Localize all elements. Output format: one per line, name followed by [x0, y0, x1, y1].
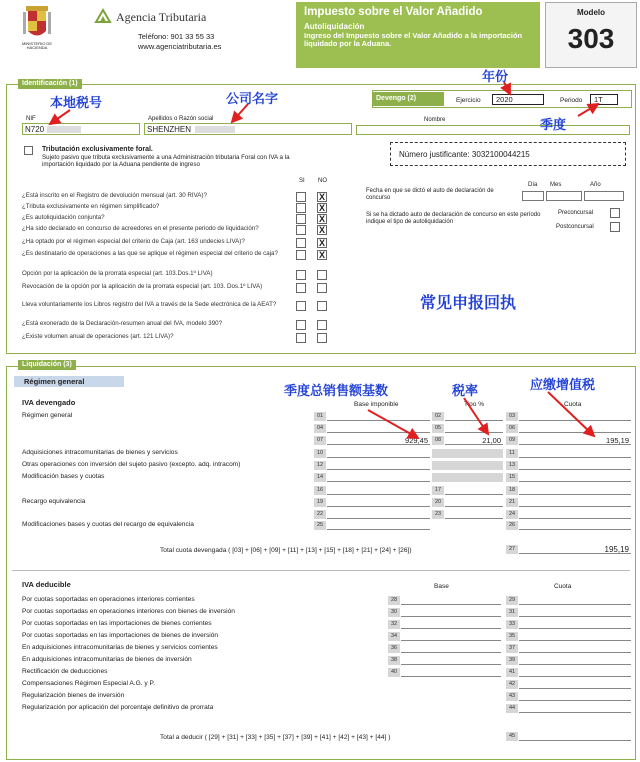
question-text: ¿Ha sido declarado en concurso de acreedores en el presente periodo de liquidación? — [22, 225, 259, 232]
row-label: Modificaciones bases y cuotas del recargo de equivalencia — [22, 521, 194, 528]
row-label: Adquisiciones intracomunitarias de bienes y servicios — [22, 449, 178, 456]
question-text: ¿Es destinatario de operaciones a las que se aplique el régimen especial del criterio de caja? — [22, 250, 278, 257]
razon-label: Apellidos o Razón social — [148, 116, 214, 122]
box-number: 05 — [432, 424, 444, 433]
question-text: Lleva voluntariamente los Libros registro del IVA a través de la Sede electrónica de la AEAT? — [22, 301, 277, 308]
box-number: 34 — [388, 632, 400, 641]
box-number: 16 — [314, 486, 326, 495]
question-text: Opción por la aplicación de la prorrata especial (art. 103.Dos.1º LIVA) — [22, 270, 213, 277]
fecha-label: Fecha en que se dictó el auto de declaración de concurso — [366, 188, 494, 201]
total-deducir-label: Total a deducir ( [29] + [31] + [33] + [35] + [37] + [39] + [41] + [42] + [43] + [44] ) — [160, 734, 391, 741]
cuota-deducible-header: Cuota — [554, 583, 572, 590]
box-number: 22 — [314, 510, 326, 519]
question-no-checkbox[interactable]: X — [318, 225, 325, 235]
box-number: 35 — [506, 632, 518, 641]
form-subtitle: Autoliquidación — [304, 22, 365, 31]
box-number: 02 — [432, 412, 444, 421]
nif-field[interactable]: N720 — [22, 123, 140, 135]
question-text: ¿Está inscrito en el Registro de devolución mensual (art. 30 RIVA)? — [22, 192, 207, 199]
auto-label: Si se ha dictado auto de declaración de concurso en este período indique el tipo de autoliquidación — [366, 212, 541, 225]
form-description: Ingreso del Impuesto sobre el Valor Añadido a la importación liquidado por la Aduana. — [304, 31, 523, 48]
row-label: Régimen general — [22, 412, 73, 419]
iva-deducible-heading: IVA deducible — [22, 580, 71, 589]
devengo-tab: Devengo (2) — [372, 92, 444, 106]
deducible-row-label: Regularización bienes de inversión — [22, 692, 125, 699]
iva-devengado-heading: IVA devengado — [22, 398, 76, 407]
box-number: 26 — [506, 521, 518, 530]
question-no-checkbox[interactable]: X — [318, 192, 325, 202]
annotation-quarter: 季度 — [540, 118, 567, 133]
nif-label: NIF — [26, 116, 36, 122]
agency-web: www.agenciatributaria.es — [138, 42, 222, 51]
box-number: 18 — [506, 486, 518, 495]
question-no-checkbox[interactable]: X — [318, 238, 325, 248]
deducible-row-label: Por cuotas soportadas en las importaciones de bienes corrientes — [22, 620, 212, 627]
foral-desc: Sujeto pasivo que tributa exclusivamente a una Administración tributaria Foral con IVA a la importación liquidado por la Aduana pendiente de ingreso — [42, 154, 290, 168]
postconcursal-label: Postconcursal — [556, 224, 594, 230]
box-number: 36 — [388, 644, 400, 653]
base-imponible-header: Base imponible — [354, 401, 399, 408]
question-text: Revocación de la opción por la aplicación de la prorrata especial (art. 103. Dos.1º LIVA) — [22, 283, 263, 290]
deducible-row-label: Rectificación de deducciones — [22, 668, 108, 675]
regimen-general-header: Régimen general — [14, 376, 124, 387]
justificante-text: Número justificante: 3032100044215 — [399, 150, 530, 159]
box-number: 08 — [432, 436, 444, 445]
total-devengada-field[interactable]: 195,19 — [519, 545, 631, 554]
deducible-row-label: En adquisiciones intracomunitarias de bienes de inversión — [22, 656, 192, 663]
box-number: 25 — [314, 521, 326, 530]
box-number: 23 — [432, 510, 444, 519]
box-number: 39 — [506, 656, 518, 665]
box-number: 33 — [506, 620, 518, 629]
deducible-row-label: Compensaciones Régimen Especial A.G. y P. — [22, 680, 155, 687]
tipo-header: Tipo % — [464, 401, 484, 408]
question-no-checkbox[interactable]: X — [318, 250, 325, 260]
annotation-company: 公司名字 — [226, 92, 279, 107]
form-title: Impuesto sobre el Valor Añadido — [304, 6, 483, 18]
box-number: 45 — [506, 732, 518, 741]
preconcursal-label: Preconcursal — [558, 210, 594, 216]
question-text: ¿Ha optado por el régimen especial del criterio de Caja (art. 163 undecies LIVA)? — [22, 238, 245, 245]
box-number: 41 — [506, 668, 518, 677]
box-number: 21 — [506, 498, 518, 507]
box-number: 14 — [314, 473, 326, 482]
mes-label: Mes — [550, 182, 562, 188]
question-text: ¿Está exonerado de la Declaración-resumen anual del IVA, modelo 390? — [22, 320, 223, 327]
box-number: 11 — [506, 449, 518, 458]
question-text: ¿Es autoliquidación conjunta? — [22, 214, 105, 221]
base-imponible-field[interactable]: 929,45 — [327, 436, 430, 445]
deducible-row-label: En adquisiciones intracomunitarias de bienes y servicios corrientes — [22, 644, 218, 651]
box-number: 09 — [506, 436, 518, 445]
box-number: 37 — [506, 644, 518, 653]
razon-field[interactable]: SHENZHEN — [144, 123, 352, 135]
box-number: 30 — [388, 608, 400, 617]
question-text: ¿Tributa exclusivamente en régimen simplificado? — [22, 203, 160, 210]
box-number: 04 — [314, 424, 326, 433]
box-number: 32 — [388, 620, 400, 629]
periodo-field[interactable]: 1T — [590, 94, 618, 105]
tipo-field[interactable]: 21,00 — [445, 436, 503, 445]
total-devengada-label: Total cuota devengada ( [03] + [06] + [09] + [11] + [13] + [15] + [18] + [21] + [24] + [26]) — [160, 547, 412, 554]
box-number: 38 — [388, 656, 400, 665]
question-text: ¿Existe volumen anual de operaciones (art. 121 LIVA)? — [22, 333, 174, 340]
ejercicio-field[interactable]: 2020 — [492, 94, 544, 105]
annotation-rate: 税率 — [452, 384, 479, 399]
deducible-row-label: Regularización por aplicación del porcentaje definitivo de prorrata — [22, 704, 214, 711]
modelo-label: Modelo — [577, 8, 605, 17]
box-number: 03 — [506, 412, 518, 421]
cuota-header: Cuota — [564, 401, 582, 408]
box-number: 15 — [506, 473, 518, 482]
foral-title: Tributación exclusivamente foral. — [42, 146, 153, 153]
annotation-year: 年份 — [482, 70, 509, 85]
box-number: 17 — [432, 486, 444, 495]
box-number: 29 — [506, 596, 518, 605]
ejercicio-label: Ejercicio — [456, 97, 481, 104]
cuota-field[interactable]: 195,19 — [519, 436, 631, 445]
dia-label: Día — [528, 182, 538, 188]
box-number: 07 — [314, 436, 326, 445]
box-number: 13 — [506, 461, 518, 470]
box-number: 24 — [506, 510, 518, 519]
annotation-vat: 应缴增值税 — [530, 378, 596, 393]
box-number: 10 — [314, 449, 326, 458]
ministerio-label: MINISTERIO DE HACIENDA — [21, 41, 52, 50]
question-no-checkbox[interactable]: X — [318, 203, 325, 213]
no-header: NO — [318, 178, 327, 184]
si-header: SI — [299, 178, 305, 184]
box-number: 43 — [506, 692, 518, 701]
box-number: 20 — [432, 498, 444, 507]
annotation-receipt: 常见申报回执 — [420, 293, 517, 312]
agency-name: Agencia Tributaria — [116, 10, 207, 24]
base-header: Base — [434, 583, 449, 590]
row-label: Otras operaciones con inversión del sujeto pasivo (excepto. adq. intracom) — [22, 461, 241, 468]
box-number: 27 — [506, 545, 518, 554]
modelo-number: 303 — [567, 23, 615, 54]
deducible-row-label: Por cuotas soportadas en las importaciones de bienes de inversión — [22, 632, 219, 639]
box-number: 06 — [506, 424, 518, 433]
deducible-row-label: Por cuotas soportadas en operaciones interiores corrientes — [22, 596, 195, 603]
question-no-checkbox[interactable]: X — [318, 214, 325, 224]
identificacion-tab: Identificación (1) — [18, 79, 82, 89]
box-number: 01 — [314, 412, 326, 421]
row-label: Modificación bases y cuotas — [22, 473, 105, 480]
box-number: 31 — [506, 608, 518, 617]
deducible-row-label: Por cuotas soportadas en operaciones interiores con bienes de inversión — [22, 608, 235, 615]
box-number: 28 — [388, 596, 400, 605]
annotation-nif: 本地税号 — [50, 96, 103, 111]
box-number: 42 — [506, 680, 518, 689]
box-number: 12 — [314, 461, 326, 470]
liquidacion-tab: Liquidación (3) — [18, 360, 76, 370]
box-number: 44 — [506, 704, 518, 713]
box-number: 19 — [314, 498, 326, 507]
ano-label: Año — [590, 182, 601, 188]
periodo-label: Periodo — [560, 97, 583, 104]
box-number: 40 — [388, 668, 400, 677]
agency-phone: Teléfono: 901 33 55 33 — [138, 32, 215, 41]
row-label: Recargo equivalencia — [22, 498, 86, 505]
annotation-base: 季度总销售额基数 — [284, 384, 389, 399]
nombre-label: Nombre — [424, 117, 446, 123]
